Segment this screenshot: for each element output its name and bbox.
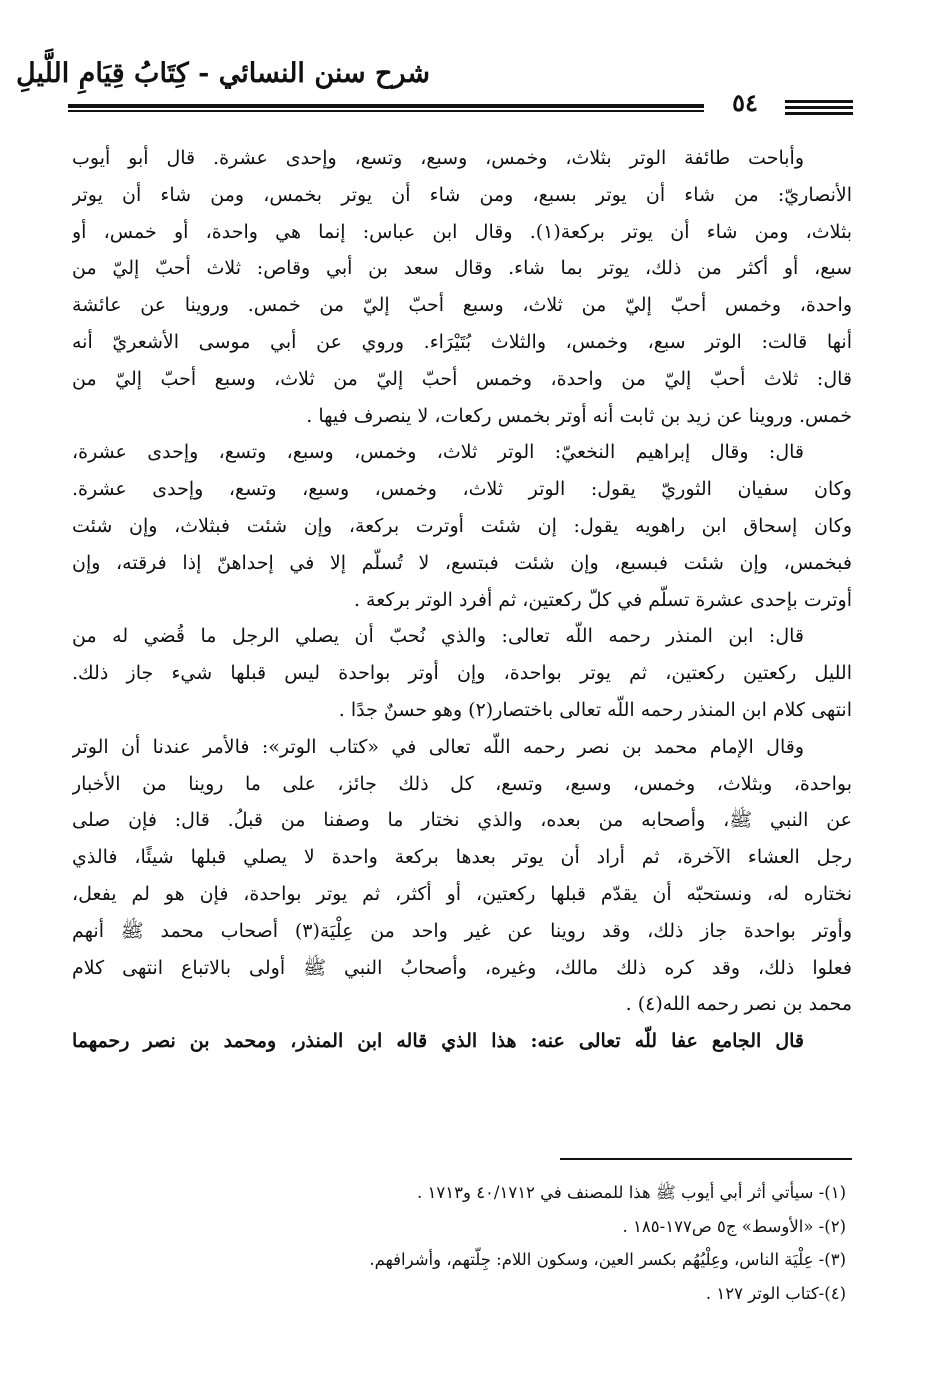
text-line: وكان إسحاق ابن راهويه يقول: إن شئت أوترت بركعة، وإن شئت فبثلاث، وإن شئت	[72, 514, 852, 537]
text-line: واحدة، وخمس أحبّ إليّ من ثلاث، وسبع أحبّ إليّ من خمس. وروينا عن عائشة	[72, 294, 852, 317]
text-line: فعلوا ذلك، وقد كره ذلك مالك، وغيره، وأصحابُ النبي ﷺ أولى بالاتباع انتهى كلام	[72, 956, 852, 979]
text-line: قال: ابن المنذر رحمه اللّه تعالى: والذي نُحبّ أن يصلي الرجل ما قُضي له من	[72, 625, 804, 648]
header-rule-thin	[68, 110, 704, 112]
text-line: قال: وقال إبراهيم النخعيّ: الوتر ثلاث، وخمس، وسبع، وتسع، وإحدى عشرة،	[72, 441, 804, 464]
text-line: قال الجامع عفا للّه تعالى عنه: هذا الذي قاله ابن المنذر، ومحمد بن نصر رحمهما	[72, 1030, 804, 1053]
text-line: وأباحت طائفة الوتر بثلاث، وخمس، وسبع، وتسع، وإحدى عشرة. قال أبو أيوب	[72, 147, 804, 169]
text-line: وكان سفيان الثوريّ يقول: الوتر ثلاث، وخمس، وسبع، وتسع، وإحدى عشرة.	[72, 478, 852, 501]
text-line: انتهى كلام ابن المنذر رحمه اللّه تعالى باختصار(٢) وهو حسنٌ جدًا .	[338, 698, 852, 721]
text-line: سبع، أو أكثر من ذلك، يوتر بما شاء. وقال سعد بن أبي وقاص: ثلاث أحبّ إليّ من	[72, 257, 852, 280]
text-line: وأوتر بواحدة جاز ذلك، وقد روينا عن غير واحد من عِلْيَة(٣) أصحاب محمد ﷺ أنهم	[72, 919, 852, 942]
page-number-rule	[785, 106, 853, 109]
header-rule-thick	[68, 104, 704, 108]
body-text	[72, 140, 852, 1060]
text-line: عن النبي ﷺ، وأصحابه من بعده، والذي نختار ما وصفنا من قبلُ. قال: فإن صلى	[72, 809, 852, 832]
footnote: (٣)- عِلْيَة الناس، وعِلْيُهُم بكسر العين، وسكون اللام: جِلّتهم، وأشرافهم.	[369, 1250, 846, 1269]
page-number-rule	[785, 112, 853, 115]
page-number: ٥٤	[732, 88, 758, 117]
footnote-separator	[560, 1158, 852, 1160]
text-line: وقال الإمام محمد بن نصر رحمه اللّه تعالى في «كتاب الوتر»: فالأمر عندنا أن الوتر	[72, 735, 804, 758]
footnote: (٤)-كتاب الوتر ١٢٧ .	[705, 1283, 846, 1303]
footnotes	[72, 1176, 852, 1310]
text-line: بواحدة، وبثلاث، وخمس، وسبع، وتسع، كل ذلك جائز، على ما روينا من الأخبار	[72, 772, 852, 795]
footnote: (٢)- «الأوسط» ج٥ ص١٧٧-١٨٥ .	[622, 1216, 846, 1236]
text-line: أنها قالت: الوتر سبع، وخمس، والثلاث بُتَيْرَاء. وروي عن أبي موسى الأشعريّ أنه	[72, 330, 852, 353]
text-line: بثلاث، ومن شاء أن يوتر بركعة(١). وقال ابن عباس: إنما هي واحدة، أو خمس، أو	[72, 220, 852, 243]
text-line: الليل ركعتين ركعتين، ثم يوتر بواحدة، وإن أوتر بواحدة ليس قبلها شيء جاز ذلك.	[72, 662, 852, 685]
text-line: خمس. وروينا عن زيد بن ثابت أنه أوتر بخمس ركعات، لا ينصرف فيها .	[306, 404, 852, 427]
text-line: أوترت بإحدى عشرة تسلّم في كلّ ركعتين، ثم أفرد الوتر بركعة .	[353, 588, 852, 611]
page-number-rule	[785, 100, 853, 103]
text-line: فبخمس، وإن شئت فبسبع، وإن شئت فبتسع، لا تُسلّم إلا في إحداهنّ إذا فرقته، وإن	[72, 551, 852, 574]
running-header-title: شرح سنن النسائي - كِتَابُ قِيَامِ اللَّيلِ	[16, 58, 430, 89]
text-line: قال: ثلاث أحبّ إليّ من واحدة، وخمس أحبّ إليّ من ثلاث، وسبع أحبّ إليّ من	[72, 367, 852, 390]
text-line: محمد بن نصر رحمه الله(٤) .	[625, 993, 852, 1016]
text-line: نختاره له، ونستحبّه أن يقدّم قبلها ركعتين، أو أكثر، ثم يوتر بواحدة، فإن هو لم يفعل،	[72, 882, 852, 905]
text-line: الأنصاريّ: من شاء أن يوتر بسبع، ومن شاء أن يوتر بخمس، ومن شاء أن يوتر	[72, 183, 852, 206]
footnote: (١)- سيأتي أثر أبي أيوب ﷺ هذا للمصنف في ٤٠/١٧١٢ و١٧١٣ .	[417, 1183, 846, 1202]
text-line: رجل العشاء الآخرة، ثم أراد أن يوتر بعدها بركعة واحدة لا يصلي قبلها شيئًا، فالذي	[72, 846, 852, 869]
